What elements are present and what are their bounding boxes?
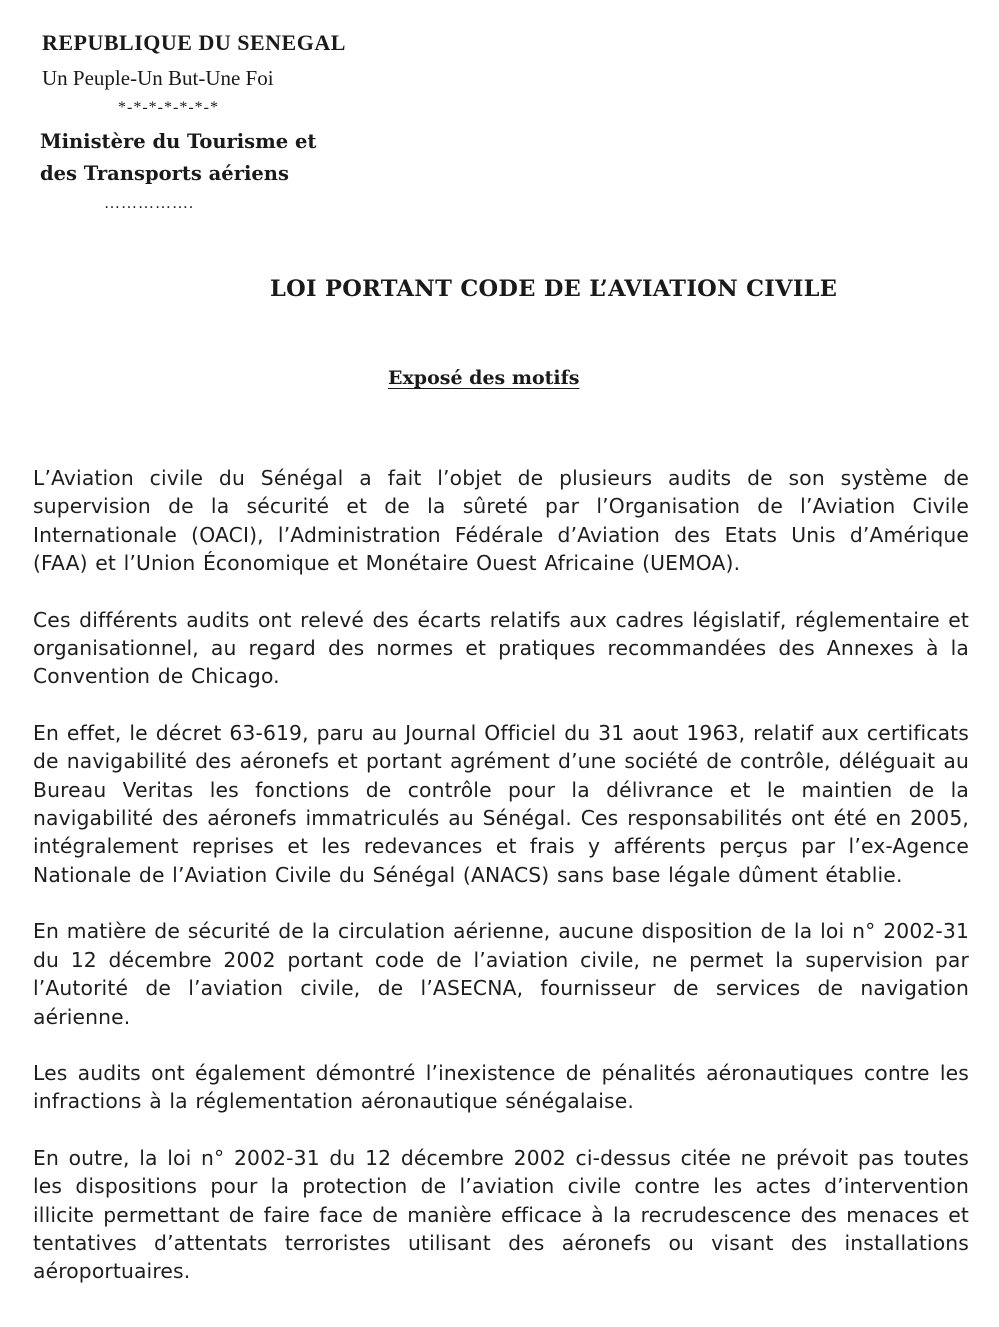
paragraph: L’Aviation civile du Sénégal a fait l’objet de plusieurs audits de son système de supervision de la sécurité et de la sûreté par l’Organisation de l’Aviation Civile Internationale (OACI), l’Administration Fédérale d’Aviation des Etats Unis d’Amérique (FAA) et l’Union Économique et Monétaire Ouest Africaine (UEMOA).	[33, 466, 969, 576]
paragraph: Les audits ont également démontré l’inexistence de pénalités aéronautiques contre les infractions à la réglementation aéronautique sénégalaise.	[33, 1060, 969, 1114]
section-heading: Exposé des motifs	[388, 367, 580, 389]
ministry-name-line-1: Ministère du Tourisme et	[40, 130, 317, 153]
document-title: LOI PORTANT CODE DE L’AVIATION CIVILE	[270, 276, 838, 302]
country-name: REPUBLIQUE DU SENEGAL	[42, 30, 346, 55]
document-body	[33, 464, 969, 1314]
star-separator: *-*-*-*-*-*-*	[118, 99, 219, 116]
ministry-name-line-2: des Transports aériens	[40, 162, 289, 185]
paragraph: Ces différents audits ont relevé des écarts relatifs aux cadres législatif, réglementaire et organisationnel, au regard des normes et pratiques recommandées des Annexes à la Convention de Chicago.	[33, 607, 969, 689]
paragraph: En effet, le décret 63-619, paru au Journal Officiel du 31 aout 1963, relatif aux certificats de navigabilité des aéronefs et portant agrément d’une société de contrôle, déléguait au Bureau Veritas les fonctions de contrôle pour la délivrance et le maintien de la navigabilité des aéronefs immatriculés au Sénégal. Ces responsabilités ont été en 2005, intégralement reprises et les redevances et frais y afférents perçus par l’ex-Agence Nationale de l’Aviation Civile du Sénégal (ANACS) sans base légale dûment établie.	[33, 720, 969, 887]
paragraph: En outre, la loi n° 2002-31 du 12 décembre 2002 ci-dessus citée ne prévoit pas toutes les dispositions pour la protection de l’aviation civile contre les actes d’intervention illicite permettant de faire face de manière efficace à la recrudescence des menaces et tentatives d’attentats terroristes utilisant des aéronefs ou visant des installations aéroportuaires.	[33, 1145, 969, 1284]
dot-separator: …………….	[104, 195, 194, 212]
letterhead	[40, 28, 420, 214]
national-motto: Un Peuple-Un But-Une Foi	[42, 66, 274, 90]
paragraph: En matière de sécurité de la circulation aérienne, aucune disposition de la loi n° 2002-31 du 12 décembre 2002 portant code de l’aviation civile, ne permet la supervision par l’Autorité de l’aviation civile, de l’ASECNA, fournisseur de services de navigation aérienne.	[33, 919, 969, 1029]
